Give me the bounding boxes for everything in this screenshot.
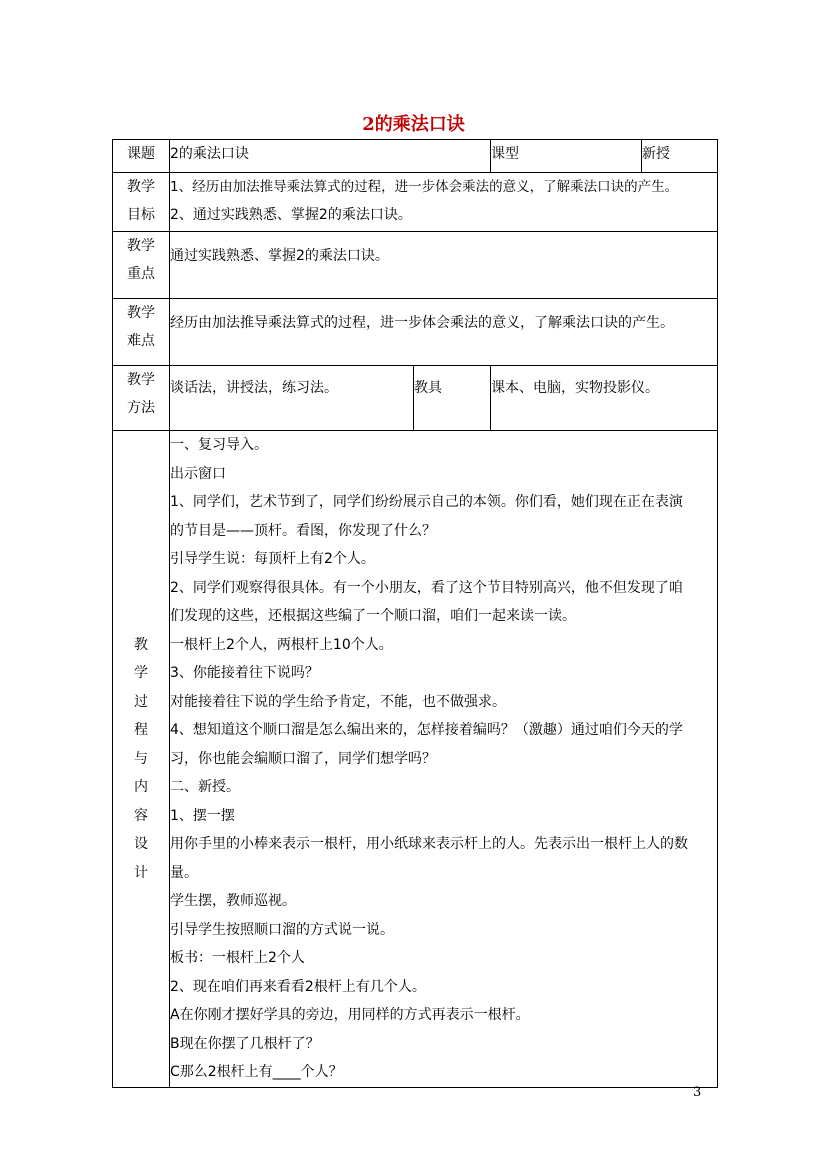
methods-label: 教学 方法 (113, 366, 170, 431)
goals-label: 教学 目标 (113, 173, 170, 232)
key-points-row (113, 232, 718, 299)
lesson-type-label: 课型 (491, 140, 642, 173)
lesson-type-value: 新授 (642, 140, 718, 173)
methods-content: 谈话法，讲授法，练习法。 (170, 366, 414, 431)
process-line: 板书：一根杆上2个人 (170, 950, 305, 966)
key-points-label: 教学 重点 (113, 232, 170, 299)
difficulties-row (113, 299, 718, 366)
methods-row (113, 366, 718, 431)
teaching-tools-label: 教具 (414, 366, 491, 431)
process-line: 引导学生说：每顶杆上有2个人。 (170, 551, 375, 567)
teaching-tools-value: 课本、电脑，实物投影仪。 (491, 366, 718, 431)
subject-row (113, 140, 718, 173)
process-line: 们发现的这些，还根据这些编了一个顺口溜，咱们一起来读一读。 (170, 608, 576, 624)
process-line: 的节目是——顶杆。看图，你发现了什么？ (170, 522, 436, 539)
subject-label: 课题 (113, 140, 170, 173)
process-line: 3、你能接着往下说吗？ (170, 665, 319, 681)
process-line: 2、同学们观察得很具体。有一个小朋友，看了这个节目特别高兴，他不但发现了咱 (170, 579, 683, 596)
lesson-plan-table (112, 139, 718, 1088)
process-line: 量。 (170, 864, 198, 881)
process-line: C那么2根杆上有____个人？ (170, 1064, 343, 1080)
process-line: 学生摆，教师巡视。 (170, 893, 296, 909)
process-line: 1、同学们，艺术节到了，同学们纷纷展示自己的本领。你们看，她们现在正在表演 (170, 494, 683, 510)
process-line: 二、新授。 (170, 779, 240, 795)
goals-content (170, 173, 718, 232)
process-line: 一根杆上2个人，两根杆上10个人。 (170, 636, 393, 653)
difficulties-content: 经历由加法推导乘法算式的过程，进一步体会乘法的意义，了解乘法口诀的产生。 (170, 299, 718, 366)
process-line: 4、想知道这个顺口溜是怎么编出来的，怎样接着编吗？（激趣）通过咱们今天的学 (170, 722, 683, 738)
document-title: 2的乘法口诀 (362, 114, 465, 135)
process-content (170, 431, 718, 1088)
process-line: 出示窗口 (170, 465, 226, 482)
page-number: 3 (693, 1085, 702, 1100)
process-label: 教 学 过 程 与 内 容 设 计 (113, 431, 170, 1088)
process-line: 引导学生按照顺口溜的方式说一说。 (170, 921, 394, 938)
process-line: 用你手里的小棒来表示一根杆，用小纸球来表示杆上的人。先表示出一根杆上人的数 (170, 836, 688, 852)
goals-row (113, 173, 718, 232)
process-line: 2、现在咱们再来看看2根杆上有几个人。 (170, 978, 426, 995)
key-points-content: 通过实践熟悉、掌握2的乘法口诀。 (170, 232, 718, 299)
process-row (113, 431, 718, 1088)
process-line: 1、摆一摆 (170, 807, 235, 824)
process-line: 一、复习导入。 (170, 437, 268, 453)
subject-value: 2的乘法口诀 (170, 140, 491, 173)
process-line: 对能接着往下说的学生给予肯定，不能，也不做强求。 (170, 693, 506, 710)
process-line: 习，你也能会编顺口溜了，同学们想学吗？ (170, 750, 436, 767)
process-line: A在你刚才摆好学具的旁边，用同样的方式再表示一根杆。 (170, 1007, 530, 1023)
goal-item: 2、通过实践熟悉、掌握2的乘法口诀。 (170, 207, 412, 223)
process-line: B现在你摆了几根杆了？ (170, 1035, 320, 1052)
difficulties-label: 教学 难点 (113, 299, 170, 366)
goal-item: 1、经历由加法推导乘法算式的过程，进一步体会乘法的意义，了解乘法口诀的产生。 (170, 179, 679, 195)
